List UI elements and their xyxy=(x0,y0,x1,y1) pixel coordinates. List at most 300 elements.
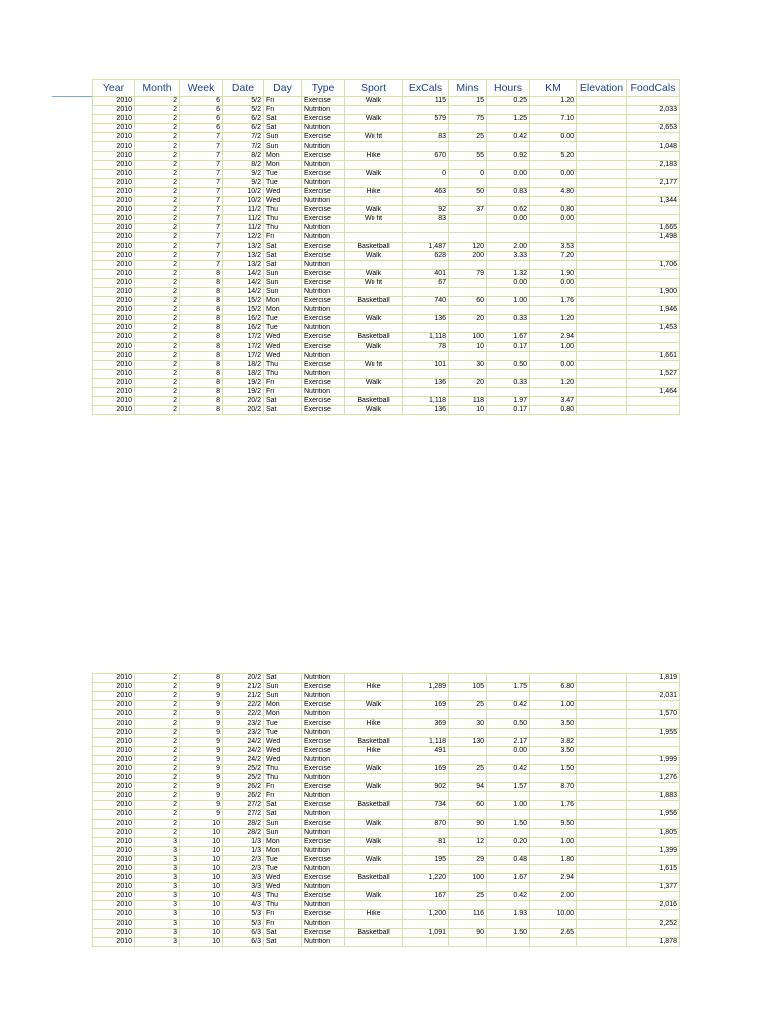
cell-km: 0.00 xyxy=(530,278,577,287)
cell-week: 8 xyxy=(180,324,223,333)
cell-date: 18/2 xyxy=(223,360,264,369)
cell-type: Nutrition xyxy=(302,369,345,378)
cell-year: 2010 xyxy=(93,106,135,115)
cell-day: Thu xyxy=(264,774,302,783)
cell-year: 2010 xyxy=(93,892,135,901)
cell-week: 10 xyxy=(180,846,223,855)
cell-month: 2 xyxy=(135,397,180,406)
cell-hours xyxy=(487,864,530,873)
table-row xyxy=(93,278,680,287)
cell-mins: 10 xyxy=(449,342,487,351)
cell-date: 20/2 xyxy=(223,406,264,415)
cell-year: 2010 xyxy=(93,810,135,819)
cell-km: 1.20 xyxy=(530,97,577,106)
cell-mins: 25 xyxy=(449,701,487,710)
col-header-date: Date xyxy=(223,80,264,97)
cell-month: 2 xyxy=(135,728,180,737)
cell-elevation xyxy=(577,133,627,142)
table-row xyxy=(93,728,680,737)
table-row xyxy=(93,287,680,296)
cell-week: 7 xyxy=(180,224,223,233)
cell-km: 1.76 xyxy=(530,801,577,810)
cell-date: 20/2 xyxy=(223,674,264,683)
cell-elevation xyxy=(577,224,627,233)
cell-hours: 0.17 xyxy=(487,342,530,351)
cell-date: 6/3 xyxy=(223,937,264,946)
cell-year: 2010 xyxy=(93,242,135,251)
cell-km: 0.00 xyxy=(530,169,577,178)
cell-month: 2 xyxy=(135,692,180,701)
table-row xyxy=(93,315,680,324)
cell-sport: Basketball xyxy=(345,874,403,883)
cell-week: 9 xyxy=(180,701,223,710)
cell-month: 2 xyxy=(135,755,180,764)
cell-foodcals xyxy=(627,187,680,196)
cell-elevation xyxy=(577,278,627,287)
cell-week: 9 xyxy=(180,783,223,792)
cell-day: Sat xyxy=(264,928,302,937)
cell-hours xyxy=(487,919,530,928)
cell-type: Nutrition xyxy=(302,233,345,242)
cell-sport xyxy=(345,692,403,701)
cell-foodcals: 1,570 xyxy=(627,710,680,719)
cell-km: 5.20 xyxy=(530,151,577,160)
cell-week: 8 xyxy=(180,674,223,683)
cell-elevation xyxy=(577,169,627,178)
cell-sport: Wii fit xyxy=(345,215,403,224)
cell-week: 10 xyxy=(180,937,223,946)
cell-day: Mon xyxy=(264,306,302,315)
cell-excals xyxy=(403,828,449,837)
cell-day: Tue xyxy=(264,315,302,324)
cell-week: 8 xyxy=(180,297,223,306)
cell-mins: 29 xyxy=(449,855,487,864)
cell-month: 2 xyxy=(135,151,180,160)
table-row xyxy=(93,828,680,837)
cell-month: 2 xyxy=(135,287,180,296)
cell-km xyxy=(530,755,577,764)
cell-month: 2 xyxy=(135,333,180,342)
cell-elevation xyxy=(577,764,627,773)
cell-type: Exercise xyxy=(302,737,345,746)
table-row xyxy=(93,937,680,946)
cell-excals xyxy=(403,846,449,855)
cell-week: 7 xyxy=(180,215,223,224)
cell-mins xyxy=(449,260,487,269)
cell-year: 2010 xyxy=(93,737,135,746)
table-row xyxy=(93,819,680,828)
cell-km xyxy=(530,728,577,737)
cell-sport xyxy=(345,828,403,837)
cell-excals: 902 xyxy=(403,783,449,792)
cell-date: 28/2 xyxy=(223,828,264,837)
cell-day: Sat xyxy=(264,810,302,819)
cell-month: 2 xyxy=(135,810,180,819)
cell-sport xyxy=(345,792,403,801)
cell-km: 0.00 xyxy=(530,133,577,142)
cell-type: Nutrition xyxy=(302,124,345,133)
cell-foodcals xyxy=(627,406,680,415)
cell-type: Nutrition xyxy=(302,919,345,928)
cell-type: Nutrition xyxy=(302,828,345,837)
cell-type: Exercise xyxy=(302,855,345,864)
cell-month: 2 xyxy=(135,133,180,142)
cell-sport: Basketball xyxy=(345,928,403,937)
cell-foodcals xyxy=(627,242,680,251)
cell-foodcals xyxy=(627,855,680,864)
col-header-hours: Hours xyxy=(487,80,530,97)
cell-hours: 1.93 xyxy=(487,910,530,919)
cell-excals: 83 xyxy=(403,215,449,224)
cell-mins: 75 xyxy=(449,115,487,124)
cell-excals xyxy=(403,755,449,764)
cell-mins xyxy=(449,197,487,206)
cell-type: Nutrition xyxy=(302,160,345,169)
table-row xyxy=(93,242,680,251)
cell-excals: 92 xyxy=(403,206,449,215)
cell-mins: 50 xyxy=(449,187,487,196)
cell-day: Sun xyxy=(264,819,302,828)
cell-year: 2010 xyxy=(93,160,135,169)
cell-day: Mon xyxy=(264,710,302,719)
cell-sport xyxy=(345,369,403,378)
cell-year: 2010 xyxy=(93,837,135,846)
cell-week: 8 xyxy=(180,278,223,287)
cell-excals: 740 xyxy=(403,297,449,306)
cell-foodcals xyxy=(627,297,680,306)
cell-type: Exercise xyxy=(302,97,345,106)
cell-date: 15/2 xyxy=(223,306,264,315)
cell-excals: 734 xyxy=(403,801,449,810)
cell-sport: Walk xyxy=(345,819,403,828)
table-row xyxy=(93,106,680,115)
cell-foodcals: 1,665 xyxy=(627,224,680,233)
cell-foodcals: 1,453 xyxy=(627,324,680,333)
cell-elevation xyxy=(577,206,627,215)
cell-foodcals: 2,031 xyxy=(627,692,680,701)
cell-date: 24/2 xyxy=(223,755,264,764)
cell-hours: 1.75 xyxy=(487,683,530,692)
cell-year: 2010 xyxy=(93,269,135,278)
cell-year: 2010 xyxy=(93,178,135,187)
cell-day: Sun xyxy=(264,278,302,287)
table-row xyxy=(93,115,680,124)
cell-mins xyxy=(449,369,487,378)
cell-day: Mon xyxy=(264,701,302,710)
cell-excals: 369 xyxy=(403,719,449,728)
cell-week: 6 xyxy=(180,115,223,124)
cell-mins xyxy=(449,792,487,801)
cell-elevation xyxy=(577,755,627,764)
table-row xyxy=(93,683,680,692)
cell-week: 9 xyxy=(180,801,223,810)
cell-date: 9/2 xyxy=(223,169,264,178)
cell-mins xyxy=(449,883,487,892)
cell-date: 5/2 xyxy=(223,106,264,115)
cell-year: 2010 xyxy=(93,910,135,919)
cell-hours xyxy=(487,388,530,397)
cell-km: 8.70 xyxy=(530,783,577,792)
cell-date: 1/3 xyxy=(223,846,264,855)
cell-date: 21/2 xyxy=(223,683,264,692)
cell-week: 7 xyxy=(180,142,223,151)
cell-elevation xyxy=(577,919,627,928)
cell-month: 2 xyxy=(135,783,180,792)
cell-hours xyxy=(487,674,530,683)
cell-elevation xyxy=(577,360,627,369)
table-row xyxy=(93,883,680,892)
cell-hours xyxy=(487,937,530,946)
cell-sport xyxy=(345,160,403,169)
cell-mins: 30 xyxy=(449,360,487,369)
cell-km: 0.80 xyxy=(530,406,577,415)
cell-type: Exercise xyxy=(302,397,345,406)
cell-year: 2010 xyxy=(93,755,135,764)
cell-month: 2 xyxy=(135,324,180,333)
cell-year: 2010 xyxy=(93,928,135,937)
cell-month: 3 xyxy=(135,919,180,928)
cell-elevation xyxy=(577,260,627,269)
cell-mins: 12 xyxy=(449,837,487,846)
cell-mins: 118 xyxy=(449,397,487,406)
activity-table-2 xyxy=(92,673,680,947)
cell-week: 7 xyxy=(180,197,223,206)
cell-hours: 2.00 xyxy=(487,242,530,251)
cell-hours xyxy=(487,306,530,315)
cell-mins: 79 xyxy=(449,269,487,278)
cell-excals: 1,200 xyxy=(403,910,449,919)
cell-elevation xyxy=(577,388,627,397)
cell-km xyxy=(530,233,577,242)
cell-day: Sat xyxy=(264,251,302,260)
cell-day: Thu xyxy=(264,892,302,901)
cell-mins xyxy=(449,746,487,755)
cell-mins xyxy=(449,937,487,946)
cell-year: 2010 xyxy=(93,324,135,333)
cell-foodcals xyxy=(627,269,680,278)
table-row xyxy=(93,251,680,260)
cell-km: 1.00 xyxy=(530,342,577,351)
table-row xyxy=(93,124,680,133)
cell-sport xyxy=(345,728,403,737)
cell-hours xyxy=(487,178,530,187)
cell-sport: Hike xyxy=(345,151,403,160)
cell-km: 1.90 xyxy=(530,269,577,278)
cell-mins: 120 xyxy=(449,242,487,251)
cell-elevation xyxy=(577,124,627,133)
cell-year: 2010 xyxy=(93,215,135,224)
table-row xyxy=(93,783,680,792)
cell-date: 12/2 xyxy=(223,233,264,242)
cell-hours: 1.57 xyxy=(487,783,530,792)
cell-sport xyxy=(345,178,403,187)
cell-date: 14/2 xyxy=(223,269,264,278)
cell-km xyxy=(530,369,577,378)
cell-week: 7 xyxy=(180,178,223,187)
cell-mins: 15 xyxy=(449,97,487,106)
cell-sport xyxy=(345,937,403,946)
cell-year: 2010 xyxy=(93,692,135,701)
cell-week: 7 xyxy=(180,242,223,251)
cell-elevation xyxy=(577,810,627,819)
table-row xyxy=(93,388,680,397)
cell-day: Wed xyxy=(264,883,302,892)
cell-date: 9/2 xyxy=(223,178,264,187)
table-row xyxy=(93,864,680,873)
cell-day: Fri xyxy=(264,106,302,115)
cell-sport: Walk xyxy=(345,315,403,324)
cell-hours: 1.00 xyxy=(487,801,530,810)
cell-type: Exercise xyxy=(302,278,345,287)
cell-type: Nutrition xyxy=(302,224,345,233)
cell-hours xyxy=(487,774,530,783)
cell-month: 2 xyxy=(135,819,180,828)
cell-year: 2010 xyxy=(93,406,135,415)
cell-week: 9 xyxy=(180,764,223,773)
cell-day: Tue xyxy=(264,324,302,333)
cell-week: 9 xyxy=(180,728,223,737)
cell-hours: 0.50 xyxy=(487,360,530,369)
cell-day: Sat xyxy=(264,801,302,810)
cell-date: 6/3 xyxy=(223,928,264,937)
table-row xyxy=(93,351,680,360)
cell-km xyxy=(530,710,577,719)
cell-excals: 1,118 xyxy=(403,397,449,406)
cell-day: Sat xyxy=(264,397,302,406)
cell-year: 2010 xyxy=(93,701,135,710)
cell-day: Fri xyxy=(264,388,302,397)
cell-month: 2 xyxy=(135,278,180,287)
cell-elevation xyxy=(577,297,627,306)
cell-type: Nutrition xyxy=(302,846,345,855)
cell-day: Wed xyxy=(264,351,302,360)
cell-excals xyxy=(403,919,449,928)
cell-excals: 628 xyxy=(403,251,449,260)
cell-day: Mon xyxy=(264,846,302,855)
cell-excals: 83 xyxy=(403,133,449,142)
cell-excals xyxy=(403,792,449,801)
cell-foodcals: 2,183 xyxy=(627,160,680,169)
cell-week: 8 xyxy=(180,369,223,378)
cell-month: 2 xyxy=(135,115,180,124)
cell-day: Sat xyxy=(264,115,302,124)
cell-hours: 1.67 xyxy=(487,333,530,342)
cell-excals: 169 xyxy=(403,764,449,773)
cell-year: 2010 xyxy=(93,169,135,178)
cell-elevation xyxy=(577,178,627,187)
table-row xyxy=(93,297,680,306)
cell-sport xyxy=(345,324,403,333)
cell-type: Nutrition xyxy=(302,792,345,801)
cell-foodcals xyxy=(627,719,680,728)
cell-type: Exercise xyxy=(302,928,345,937)
cell-day: Tue xyxy=(264,864,302,873)
cell-day: Fri xyxy=(264,233,302,242)
cell-date: 8/2 xyxy=(223,160,264,169)
cell-mins xyxy=(449,142,487,151)
cell-elevation xyxy=(577,287,627,296)
cell-month: 2 xyxy=(135,774,180,783)
cell-week: 9 xyxy=(180,810,223,819)
cell-mins xyxy=(449,901,487,910)
table-row xyxy=(93,260,680,269)
cell-type: Nutrition xyxy=(302,901,345,910)
cell-day: Tue xyxy=(264,855,302,864)
cell-excals: 1,487 xyxy=(403,242,449,251)
cell-type: Nutrition xyxy=(302,324,345,333)
cell-sport: Wii fit xyxy=(345,360,403,369)
cell-month: 3 xyxy=(135,855,180,864)
cell-excals xyxy=(403,883,449,892)
cell-week: 8 xyxy=(180,378,223,387)
table-row xyxy=(93,710,680,719)
cell-month: 2 xyxy=(135,351,180,360)
cell-sport: Walk xyxy=(345,378,403,387)
cell-km: 6.80 xyxy=(530,683,577,692)
cell-type: Exercise xyxy=(302,892,345,901)
cell-sport: Walk xyxy=(345,837,403,846)
cell-elevation xyxy=(577,937,627,946)
cell-excals xyxy=(403,774,449,783)
cell-year: 2010 xyxy=(93,828,135,837)
cell-mins: 25 xyxy=(449,892,487,901)
cell-sport xyxy=(345,224,403,233)
cell-week: 8 xyxy=(180,360,223,369)
cell-elevation xyxy=(577,746,627,755)
cell-date: 16/2 xyxy=(223,324,264,333)
cell-type: Nutrition xyxy=(302,710,345,719)
cell-sport xyxy=(345,810,403,819)
cell-year: 2010 xyxy=(93,115,135,124)
cell-month: 3 xyxy=(135,846,180,855)
cell-year: 2010 xyxy=(93,206,135,215)
cell-date: 13/2 xyxy=(223,260,264,269)
cell-date: 13/2 xyxy=(223,242,264,251)
cell-km: 9.50 xyxy=(530,819,577,828)
cell-hours: 0.00 xyxy=(487,169,530,178)
cell-sport: Walk xyxy=(345,855,403,864)
cell-elevation xyxy=(577,801,627,810)
col-header-year: Year xyxy=(93,80,135,97)
cell-hours xyxy=(487,351,530,360)
cell-sport xyxy=(345,674,403,683)
cell-sport xyxy=(345,864,403,873)
cell-sport: Walk xyxy=(345,97,403,106)
cell-foodcals: 1,878 xyxy=(627,937,680,946)
cell-foodcals: 1,048 xyxy=(627,142,680,151)
cell-type: Nutrition xyxy=(302,692,345,701)
cell-elevation xyxy=(577,333,627,342)
cell-date: 3/3 xyxy=(223,874,264,883)
cell-mins: 200 xyxy=(449,251,487,260)
cell-type: Exercise xyxy=(302,151,345,160)
cell-elevation xyxy=(577,115,627,124)
cell-excals: 67 xyxy=(403,278,449,287)
cell-km: 3.50 xyxy=(530,719,577,728)
cell-sport: Walk xyxy=(345,169,403,178)
cell-excals xyxy=(403,306,449,315)
cell-mins xyxy=(449,692,487,701)
cell-month: 3 xyxy=(135,883,180,892)
cell-foodcals xyxy=(627,874,680,883)
table-row xyxy=(93,142,680,151)
cell-excals: 136 xyxy=(403,406,449,415)
cell-month: 3 xyxy=(135,928,180,937)
cell-hours: 0.25 xyxy=(487,97,530,106)
cell-foodcals: 1,276 xyxy=(627,774,680,783)
cell-month: 2 xyxy=(135,142,180,151)
table-row xyxy=(93,151,680,160)
